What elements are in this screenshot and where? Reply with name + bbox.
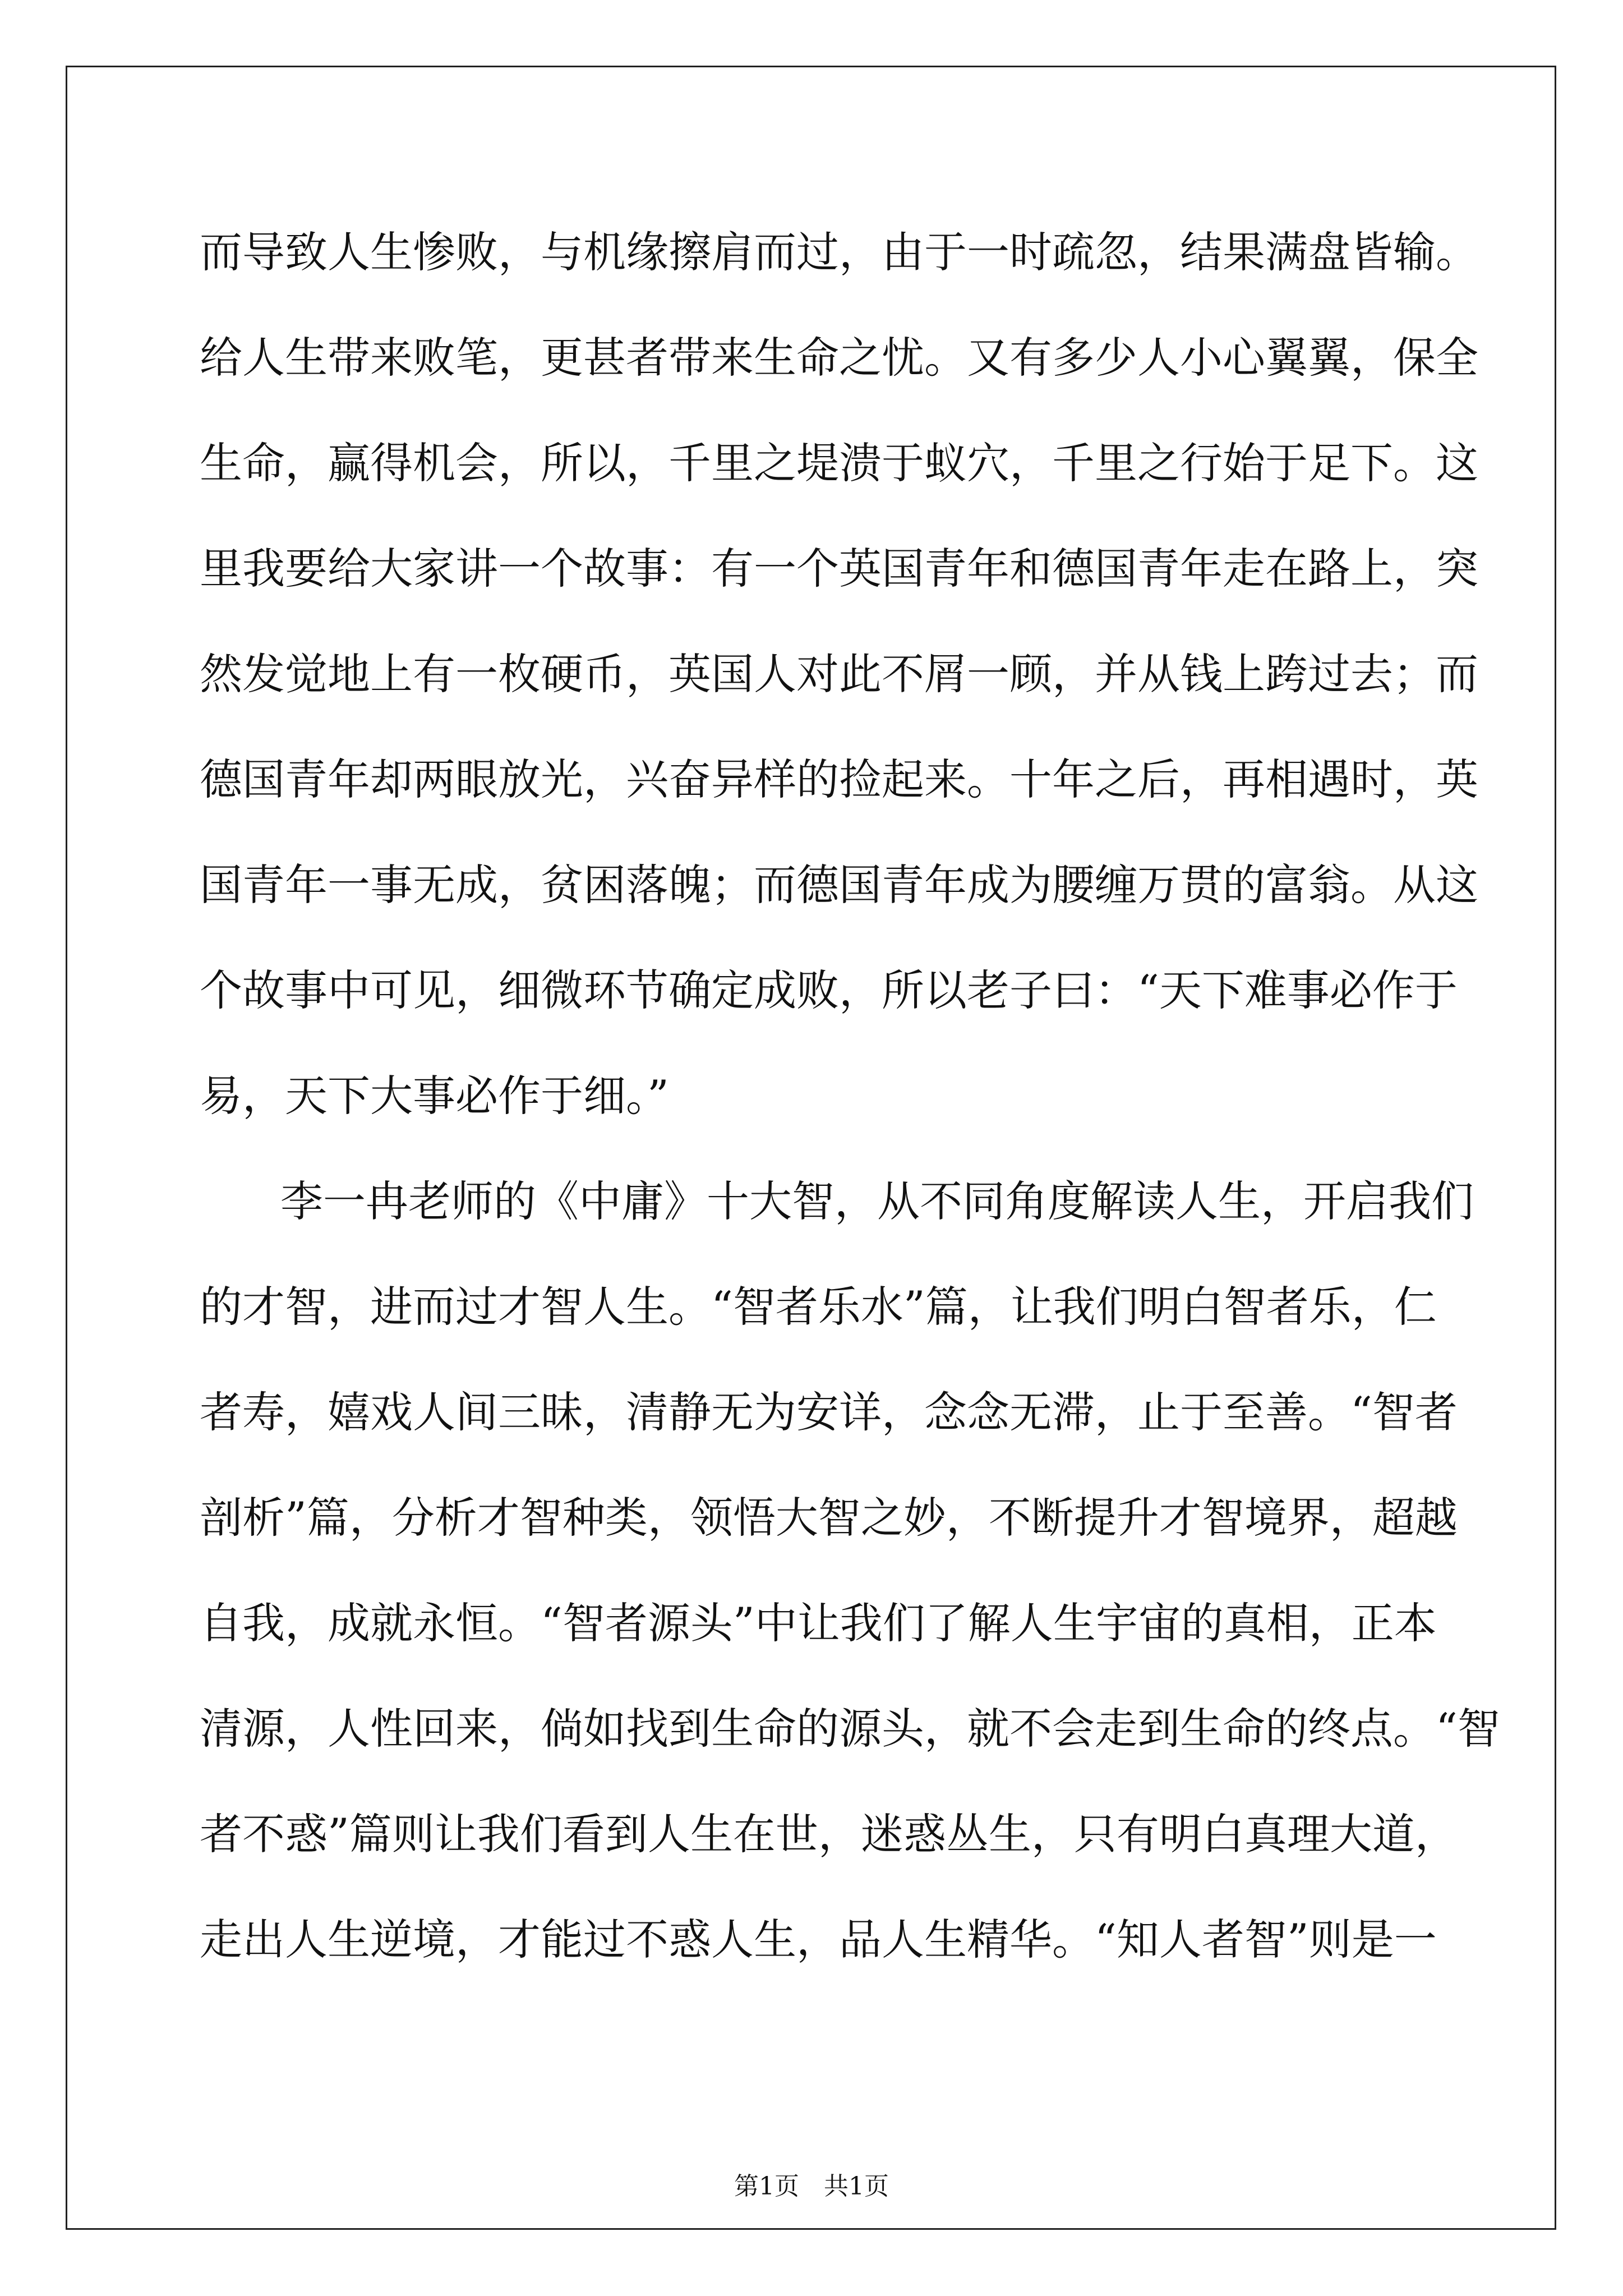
page-footer: 第1页 共1页 bbox=[734, 2172, 889, 2201]
text-line: 国青年一事无成，贫困落魄；而德国青年成为腰缠万贯的富翁。从这 bbox=[200, 860, 1478, 910]
text-line: 自我，成就永恒。“智者源头”中让我们了解人生宇宙的真相，正本 bbox=[200, 1598, 1437, 1648]
text-line: 的才智，进而过才智人生。“智者乐水”篇，让我们明白智者乐，仁 bbox=[200, 1282, 1437, 1332]
text-line: 然发觉地上有一枚硬币，英国人对此不屑一顾，并从钱上跨过去；而 bbox=[200, 649, 1478, 699]
text-line: 剖析”篇，分析才智种类，领悟大智之妙，不断提升才智境界，超越 bbox=[200, 1493, 1458, 1543]
text-line: 德国青年却两眼放光，兴奋异样的捡起来。十年之后，再相遇时，英 bbox=[200, 754, 1478, 804]
text-line: 生命，赢得机会，所以，千里之堤溃于蚁穴，千里之行始于足下。这 bbox=[200, 438, 1478, 488]
text-line: 易，天下大事必作于细。” bbox=[200, 1071, 669, 1121]
text-line: 里我要给大家讲一个故事：有一个英国青年和德国青年走在路上，突 bbox=[200, 544, 1478, 593]
text-line: 走出人生逆境，才能过不惑人生，品人生精华。“知人者智”则是一 bbox=[200, 1915, 1437, 1964]
text-line: 清源，人性回来，倘如找到生命的源头，就不会走到生命的终点。“智 bbox=[200, 1704, 1500, 1754]
text-line: 个故事中可见，细微环节确定成败，所以老子曰：“天下难事必作于 bbox=[200, 965, 1458, 1015]
text-line: 者寿，嬉戏人间三昧，清静无为安详，念念无滞，止于至善。“智者 bbox=[200, 1387, 1458, 1437]
text-line: 者不惑”篇则让我们看到人生在世，迷惑丛生，只有明白真理大道， bbox=[200, 1809, 1458, 1859]
text-line: 而导致人生惨败，与机缘擦肩而过，由于一时疏忽，结果满盘皆输。 bbox=[200, 227, 1478, 277]
text-line: 给人生带来败笔，更甚者带来生命之忧。又有多少人小心翼翼，保全 bbox=[200, 333, 1478, 383]
text-line: 李一冉老师的《中庸》十大智，从不同角度解读人生，开启我们 bbox=[280, 1176, 1474, 1226]
